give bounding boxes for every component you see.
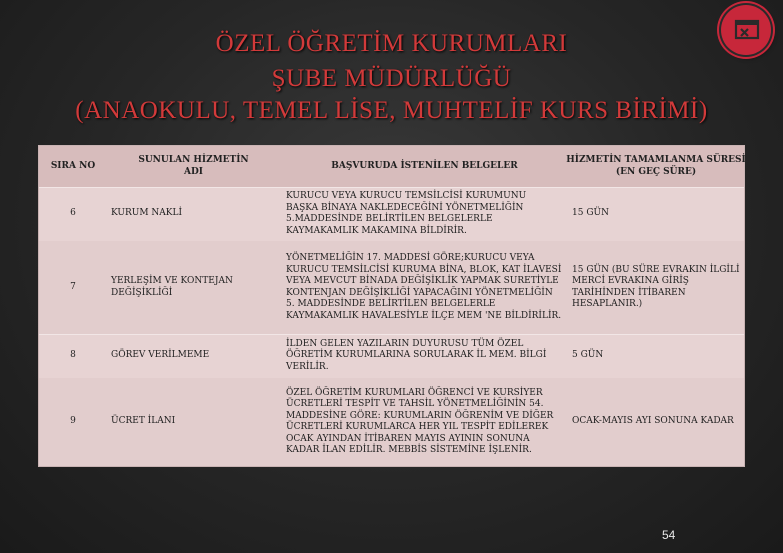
row-number: 9 bbox=[70, 416, 76, 427]
service-name-line: DEĞİŞİKLİĞİ bbox=[111, 287, 173, 298]
documents-line: İLDEN GELEN YAZILARIN DUYURUSU TÜM ÖZEL bbox=[286, 338, 524, 349]
row-number: 6 bbox=[70, 208, 76, 219]
completion-time-line: 5 GÜN bbox=[572, 350, 604, 361]
documents-line: ÖZEL ÖĞRETİM KURUMLARI ÖĞRENCİ VE KURSİYER bbox=[286, 387, 543, 398]
documents-line: 5. MADDESİNDE BELİRTİLEN BELGELERLE bbox=[286, 299, 496, 309]
required-documents bbox=[280, 241, 567, 334]
window-close-icon bbox=[721, 5, 771, 55]
completion-time bbox=[567, 241, 744, 334]
header-no: SIRA NO bbox=[50, 160, 96, 171]
completion-time bbox=[567, 334, 744, 378]
header-time-line: HİZMETİN TAMAMLANMA SÜRESİ bbox=[566, 155, 746, 165]
table-header-row bbox=[39, 146, 744, 188]
service-table bbox=[38, 145, 745, 467]
table-row bbox=[39, 187, 744, 242]
completion-time-line: 15 GÜN (BU SÜRE EVRAKIN İLGİLİ bbox=[572, 264, 740, 275]
service-name bbox=[107, 241, 280, 334]
documents-line: YÖNETMELİĞİN 17. MADDESİ GÖRE;KURUCU VEYA bbox=[286, 253, 535, 263]
documents-line: KADAR İLAN EDİLİR. MEBBİS SİSTEMİNE İŞLENİR. bbox=[286, 445, 532, 455]
documents-line: KURUCU TEMSİLCİSİ KURUMA BİNA, BLOK, KAT İLAVESİ bbox=[286, 264, 562, 275]
slide-title-line1: ÖZEL ÖĞRETİM KURUMLARI bbox=[215, 30, 568, 57]
documents-line: KURUCU VEYA KURUCU TEMSİLCİSİ KURUMUNU bbox=[286, 191, 527, 201]
completion-time-line: HESAPLANIR.) bbox=[572, 299, 643, 309]
service-name bbox=[107, 334, 280, 378]
service-name bbox=[107, 378, 280, 466]
completion-time-line: 15 GÜN bbox=[572, 208, 609, 219]
completion-time-line: MERCİ EVRAKINA GİRİŞ bbox=[572, 276, 689, 286]
required-documents bbox=[280, 187, 567, 241]
header-docs: BAŞVURUDA İSTENİLEN BELGELER bbox=[331, 160, 518, 171]
documents-line: 5.MADDESİNDE BELİRTİLEN BELGELERLE bbox=[286, 214, 493, 224]
documents-line: VEYA MEVCUT BİNADA DEĞİŞİKLİK YAPMAK SURETİYLE bbox=[286, 276, 559, 286]
documents-line: KAYMAKAMLIK HAVALESİYLE İLÇE MEM 'NE BİLDİRİLİR. bbox=[286, 310, 562, 321]
completion-time-line: OCAK-MAYIS AYI SONUNA KADAR bbox=[572, 416, 734, 427]
service-name-line: GÖREV VERİLMEME bbox=[111, 350, 210, 361]
service-name-line: ÜCRET İLANI bbox=[111, 416, 176, 427]
documents-line: MADDESİNE GÖRE: KURUMLARIN ÖĞRENİM VE DİĞER bbox=[286, 410, 554, 421]
completion-time bbox=[567, 378, 744, 466]
row-number: 8 bbox=[70, 350, 76, 361]
page-number: 54 bbox=[662, 528, 676, 542]
table-row bbox=[39, 241, 744, 335]
table-row bbox=[39, 378, 744, 466]
documents-line: VERİLİR. bbox=[286, 361, 329, 372]
header-name-line: SUNULAN HİZMETİN bbox=[138, 155, 249, 165]
documents-line: BAŞKA BİNAYA NAKLEDECEĞİNİ YÖNETMELİĞİN bbox=[286, 202, 524, 213]
documents-line: ÜCRETLERİ KURUMLARCA HER YIL TESPİT EDİLEREK bbox=[286, 422, 549, 432]
header-time-line: (EN GEÇ SÜRE) bbox=[615, 166, 697, 177]
header-time bbox=[567, 146, 744, 187]
completion-time bbox=[567, 187, 744, 241]
documents-line: ÖĞRETİM KURUMLARINA SORULARAK İL MEM. BİLGİ bbox=[286, 350, 547, 361]
documents-line: ÜCRETLERİ TESPİT VE TAHSİL YÖNETMELİĞİNİN 54. bbox=[286, 399, 544, 409]
service-name-line: YERLEŞİM VE KONTEJAN bbox=[111, 276, 233, 286]
documents-line: KONTENJAN DEĞİŞİKLİĞİ YAPACAĞINI YÖNETMELİĞİN bbox=[286, 287, 553, 298]
window-close-button[interactable] bbox=[721, 5, 771, 55]
service-name bbox=[107, 187, 280, 241]
header-name-line: ADI bbox=[184, 166, 203, 177]
slide-title-line2: ŞUBE MÜDÜRLÜĞÜ bbox=[271, 65, 512, 92]
slide-title-line3: (ANAOKULU, TEMEL LİSE, MUHTELİF KURS BİRİMİ) bbox=[75, 97, 708, 124]
documents-line: OCAK AYINDAN İTİBAREN MAYIS AYININ SONUNA bbox=[286, 433, 530, 444]
required-documents bbox=[280, 378, 567, 466]
row-number: 7 bbox=[70, 281, 76, 292]
documents-line: KAYMAKAMLIK MAKAMINA BİLDİRİR. bbox=[286, 225, 467, 236]
header-name bbox=[107, 146, 280, 187]
completion-time-line: TARİHİNDEN İTİBAREN bbox=[572, 287, 686, 298]
table-row bbox=[39, 334, 744, 379]
required-documents bbox=[280, 334, 567, 378]
service-name-line: KURUM NAKLİ bbox=[111, 208, 183, 219]
